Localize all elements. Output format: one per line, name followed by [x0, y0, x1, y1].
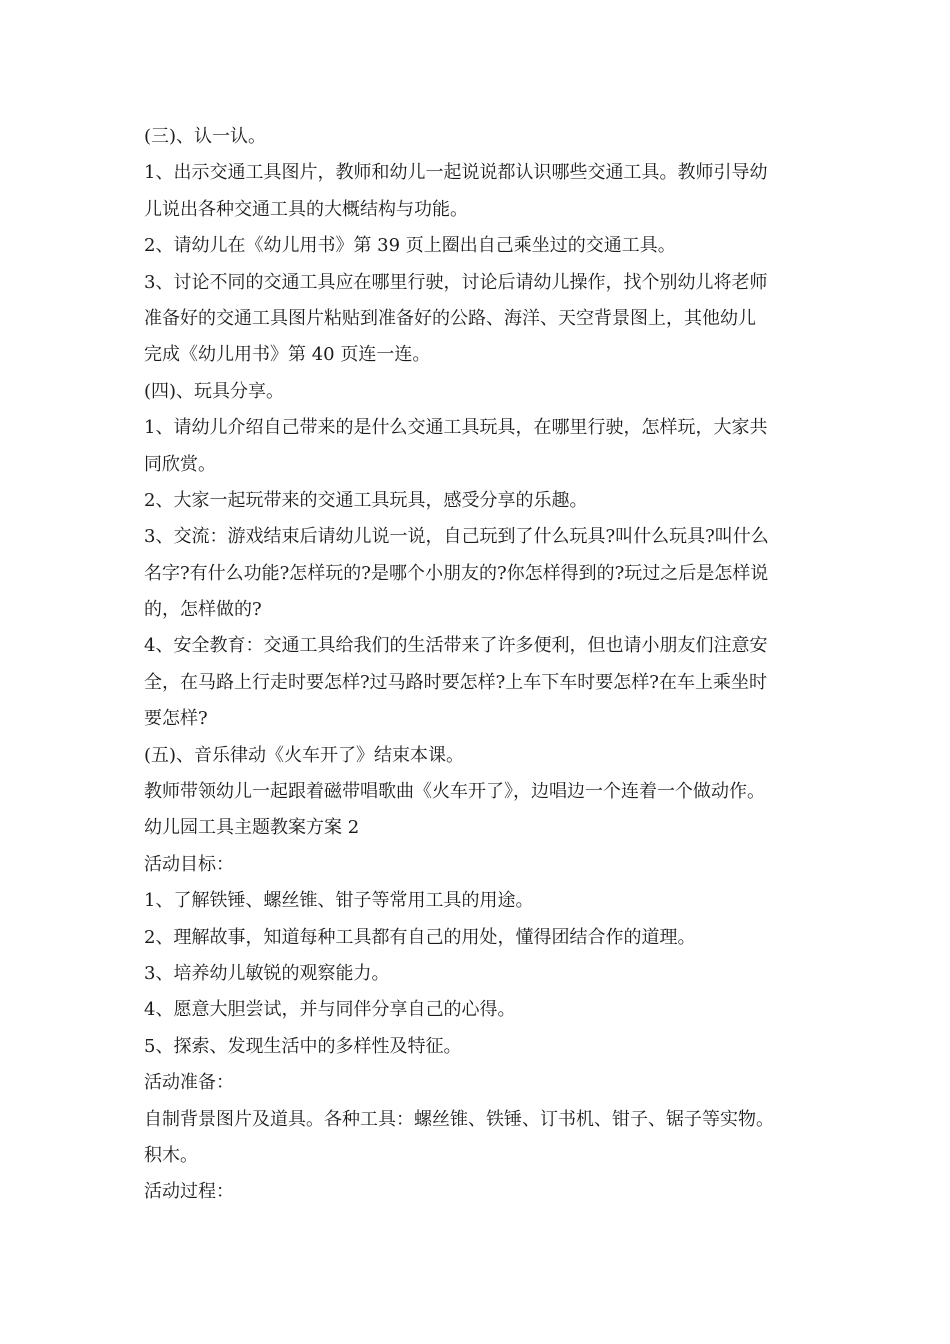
goal-item: 4、愿意大胆尝试，并与同伴分享自己的心得。: [144, 999, 516, 1021]
goal-item: 3、培养幼儿敏锐的观察能力。: [144, 962, 390, 984]
paragraph-line: 教师带领幼儿一起跟着磁带唱歌曲《火车开了》，边唱边一个连着一个做动作。: [144, 781, 765, 803]
section-heading-5: (五)、音乐律动《火车开了》结束本课。: [144, 744, 465, 766]
paragraph-line: 完成《幼儿用书》第 40 页连一连。: [144, 344, 431, 366]
paragraph-line: 名字?有什么功能?怎样玩的?是哪个小朋友的?你怎样得到的?玩过之后是怎样说: [144, 562, 769, 584]
paragraph-line: 积木。: [144, 1144, 198, 1166]
paragraph-line: 2、大家一起玩带来的交通工具玩具，感受分享的乐趣。: [144, 489, 588, 511]
paragraph-line: 的，怎样做的?: [144, 599, 262, 621]
goal-item: 5、探索、发现生活中的多样性及特征。: [144, 1035, 462, 1057]
paragraph-line: 儿说出各种交通工具的大概结构与功能。: [144, 198, 468, 220]
paragraph-line: 2、请幼儿在《幼儿用书》第 39 页上圈出自己乘坐过的交通工具。: [144, 235, 676, 257]
paragraph-line: 要怎样?: [144, 708, 208, 730]
section-heading-3: (三)、认一认。: [144, 126, 267, 147]
paragraph-line: 3、讨论不同的交通工具应在哪里行驶，讨论后请幼儿操作，找个别幼儿将老师: [144, 271, 768, 293]
goal-item: 1、了解铁锤、螺丝锥、钳子等常用工具的用途。: [144, 890, 534, 912]
paragraph-line: 1、出示交通工具图片，教师和幼儿一起说说都认识哪些交通工具。教师引导幼: [144, 162, 768, 184]
paragraph-line: 1、请幼儿介绍自己带来的是什么交通工具玩具，在哪里行驶，怎样玩，大家共: [144, 417, 768, 439]
paragraph-line: 准备好的交通工具图片粘贴到准备好的公路、海洋、天空背景图上，其他幼儿: [144, 307, 756, 329]
goal-item: 2、理解故事，知道每种工具都有自己的用处，懂得团结合作的道理。: [144, 926, 696, 948]
plan-title: 幼儿园工具主题教案方案 2: [144, 817, 360, 839]
paragraph-line: 4、安全教育：交通工具给我们的生活带来了许多便利，但也请小朋友们注意安: [144, 635, 768, 657]
paragraph-line: 全，在马路上行走时要怎样?过马路时要怎样?上车下车时要怎样?在车上乘坐时: [144, 671, 767, 693]
activity-goals-heading: 活动目标：: [144, 853, 234, 875]
document-body: [144, 119, 824, 1211]
paragraph-line: 3、交流：游戏结束后请幼儿说一说，自己玩到了什么玩具?叫什么玩具?叫什么: [144, 526, 769, 548]
paragraph-line: 同欣赏。: [144, 453, 216, 475]
paragraph-line: 自制背景图片及道具。各种工具：螺丝锥、铁锤、订书机、钳子、锯子等实物。: [144, 1108, 774, 1130]
section-heading-4: (四)、玩具分享。: [144, 380, 285, 402]
activity-preparation-heading: 活动准备：: [144, 1072, 234, 1094]
activity-process-heading: 活动过程：: [144, 1181, 234, 1203]
